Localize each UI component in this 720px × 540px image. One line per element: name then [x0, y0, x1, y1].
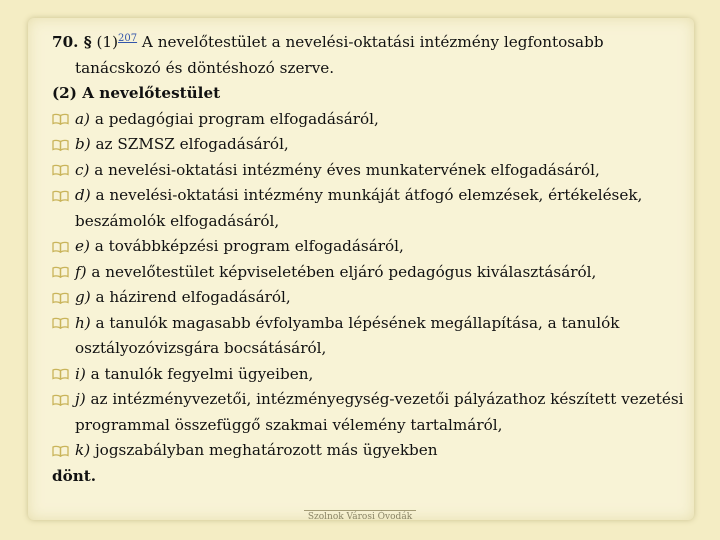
item-letter: c)	[75, 160, 90, 179]
item-text: a házirend elfogadásáról,	[95, 288, 291, 306]
footer	[0, 512, 720, 522]
list-item	[52, 234, 687, 260]
item-text: a nevelési-oktatási intézmény éves munkatervének elfogadásáról,	[94, 160, 600, 179]
list-item	[52, 183, 687, 234]
book-bullet-icon	[52, 183, 71, 208]
item-letter: j)	[75, 390, 86, 408]
book-bullet-icon	[52, 234, 71, 259]
section-number: 70. §	[52, 33, 92, 51]
book-bullet-icon	[52, 260, 71, 285]
item-list	[52, 107, 687, 464]
subsection-2-heading: (2) A nevelőtestület	[52, 84, 221, 102]
document-body	[52, 26, 687, 489]
item-letter: g)	[75, 288, 91, 306]
book-bullet-icon	[52, 132, 71, 157]
item-text: az intézményvezetői, intézményegység-vezetői pályázathoz készített vezetési programmal összefüggő szakmai vélemény tartalmáról,	[75, 390, 684, 434]
item-letter: a)	[75, 109, 90, 128]
item-text: a nevelőtestület képviseletében eljáró pedagógus kiválasztásáról,	[91, 262, 597, 281]
item-letter: f)	[75, 262, 87, 281]
item-letter: d)	[75, 186, 91, 204]
item-letter: e)	[75, 237, 90, 255]
closing-word: dönt.	[52, 466, 97, 485]
list-item	[52, 387, 687, 438]
subsection-number: (1)	[96, 33, 118, 51]
item-text: a továbbképzési program elfogadásáról,	[94, 237, 404, 255]
item-text: a nevelési-oktatási intézmény munkáját átfogó elemzések, értékelések, beszámolók elfogadásáról,	[75, 186, 643, 230]
list-item	[52, 132, 687, 158]
list-item	[52, 260, 687, 286]
book-bullet-icon	[52, 362, 71, 387]
section-text: A nevelőtestület a nevelési-oktatási intézmény legfontosabb tanácskozó és döntéshozó szerve.	[75, 33, 604, 77]
item-letter: i)	[75, 364, 86, 383]
book-bullet-icon	[52, 107, 71, 132]
book-bullet-icon	[52, 438, 71, 463]
item-text: a pedagógiai program elfogadásáról,	[94, 109, 379, 128]
item-letter: h)	[75, 313, 91, 332]
footnote-link[interactable]: 207	[118, 33, 138, 44]
list-item	[52, 285, 687, 311]
item-text: a tanulók fegyelmi ügyeiben,	[90, 364, 314, 383]
book-bullet-icon	[52, 285, 71, 310]
list-item	[52, 311, 687, 362]
footer-text: Szolnok Városi Óvodák	[304, 510, 416, 523]
item-letter: b)	[75, 135, 91, 153]
item-text: jogszabályban meghatározott más ügyekben	[94, 441, 438, 459]
item-text: a tanulók magasabb évfolyamba lépésének megállapítása, a tanulók osztályozóvizsgára bocsátásáról,	[75, 313, 620, 357]
section-paragraph-1	[52, 26, 687, 81]
book-bullet-icon	[52, 158, 71, 183]
list-item	[52, 362, 687, 388]
book-bullet-icon	[52, 311, 71, 336]
item-text: az SZMSZ elfogadásáról,	[95, 135, 289, 153]
item-letter: k)	[75, 441, 91, 459]
list-item	[52, 158, 687, 184]
list-item	[52, 107, 687, 133]
book-bullet-icon	[52, 387, 71, 412]
list-item	[52, 438, 687, 464]
